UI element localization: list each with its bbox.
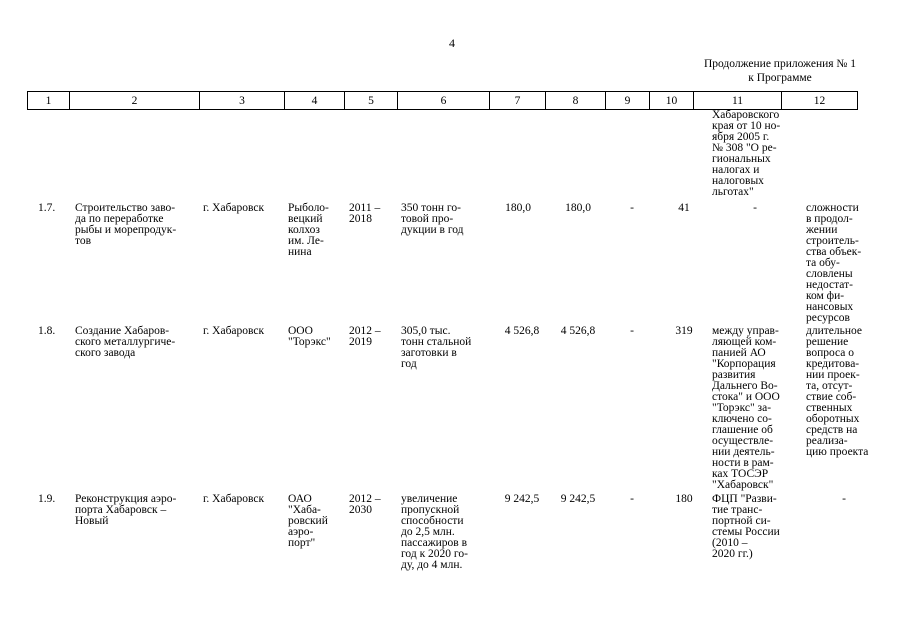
column-number-header <box>27 91 858 110</box>
problems-note: длительное решение вопроса о кредитова- нии проек- та, отсут- ствие соб- ственных оборотных средств на реализа- цию проекта <box>806 325 869 458</box>
column-number: 9 <box>606 92 650 110</box>
column-number: 7 <box>490 92 546 110</box>
project-name: Строительство заво- да по переработке рыбы и морепродук- тов <box>75 202 177 247</box>
jobs-count: 41 <box>678 202 690 214</box>
own-funds: 4 526,8 <box>560 325 596 337</box>
column-number: 11 <box>694 92 782 110</box>
total-investment: 180,0 <box>505 202 531 214</box>
continuation-line-1: Продолжение приложения № 1 <box>703 58 857 70</box>
jobs-count: 180 <box>675 493 693 505</box>
jobs-count: 319 <box>675 325 693 337</box>
project-location: г. Хабаровск <box>203 325 265 337</box>
row-number: 1.8. <box>38 325 56 337</box>
column-number: 10 <box>650 92 694 110</box>
total-investment: 4 526,8 <box>504 325 540 337</box>
column-number: 12 <box>782 92 858 110</box>
project-name: Создание Хабаров- ского металлургиче- ского завода <box>75 325 176 359</box>
page-number: 4 <box>449 36 455 50</box>
project-capacity: 350 тонн го- товой про- дукции в год <box>401 202 464 236</box>
carryover-note: Хабаровского края от 10 но- ября 2005 г. № 308 "О ре- гиональных налогах и налоговых льготах" <box>712 109 781 198</box>
column-number: 6 <box>398 92 490 110</box>
project-capacity: 305,0 тыс. тонн стальной заготовки в год <box>401 325 472 370</box>
project-location: г. Хабаровск <box>203 493 265 505</box>
support-measures: ФЦП "Разви- тие транс- портной си- стемы России (2010 – 2020 гг.) <box>712 493 780 560</box>
row-number: 1.7. <box>38 202 56 214</box>
column-number: 4 <box>285 92 345 110</box>
project-location: г. Хабаровск <box>203 202 265 214</box>
column-number: 5 <box>345 92 398 110</box>
continuation-line-2: к Программе <box>748 72 812 84</box>
project-organization: ООО "Торэкс" <box>288 325 331 348</box>
row-number: 1.9. <box>38 493 56 505</box>
column-number: 8 <box>546 92 606 110</box>
appendix-continuation-note <box>690 57 870 85</box>
column-number: 2 <box>70 92 200 110</box>
support-measures: - <box>753 202 757 214</box>
project-organization: ОАО "Хаба- ровский аэро- порт" <box>288 493 328 549</box>
column-9-value: - <box>630 325 634 337</box>
own-funds: 180,0 <box>565 202 591 214</box>
project-capacity: увеличение пропускной способности до 2,5 млн. пассажиров в год к 2020 го- ду, до 4 млн. <box>401 493 468 571</box>
problems-note: - <box>842 493 846 505</box>
column-9-value: - <box>630 493 634 505</box>
project-name: Реконструкция аэро- порта Хабаровск – Новый <box>75 493 177 527</box>
problems-note: сложности в продол- жении строитель- ства объек- та обу- словлены недостат- ком фи- нансовых ресурсов <box>806 202 862 324</box>
support-measures: между управ- ляющей ком- панией АО "Корпорация развития Дальнего Во- стока" и ООО "Торэкс" за- ключено со- глашение об осуществле- нии деятель- ности в рам- ках ТОСЭР "Хабаровск" <box>712 325 780 491</box>
column-number: 3 <box>200 92 285 110</box>
column-9-value: - <box>630 202 634 214</box>
project-period: 2012 – 2019 <box>349 325 381 348</box>
total-investment: 9 242,5 <box>504 493 540 505</box>
own-funds: 9 242,5 <box>560 493 596 505</box>
column-number: 1 <box>28 92 70 110</box>
project-organization: Рыболо- вецкий колхоз им. Ле- нина <box>288 202 329 258</box>
project-period: 2011 – 2018 <box>349 202 381 225</box>
project-period: 2012 – 2030 <box>349 493 381 516</box>
